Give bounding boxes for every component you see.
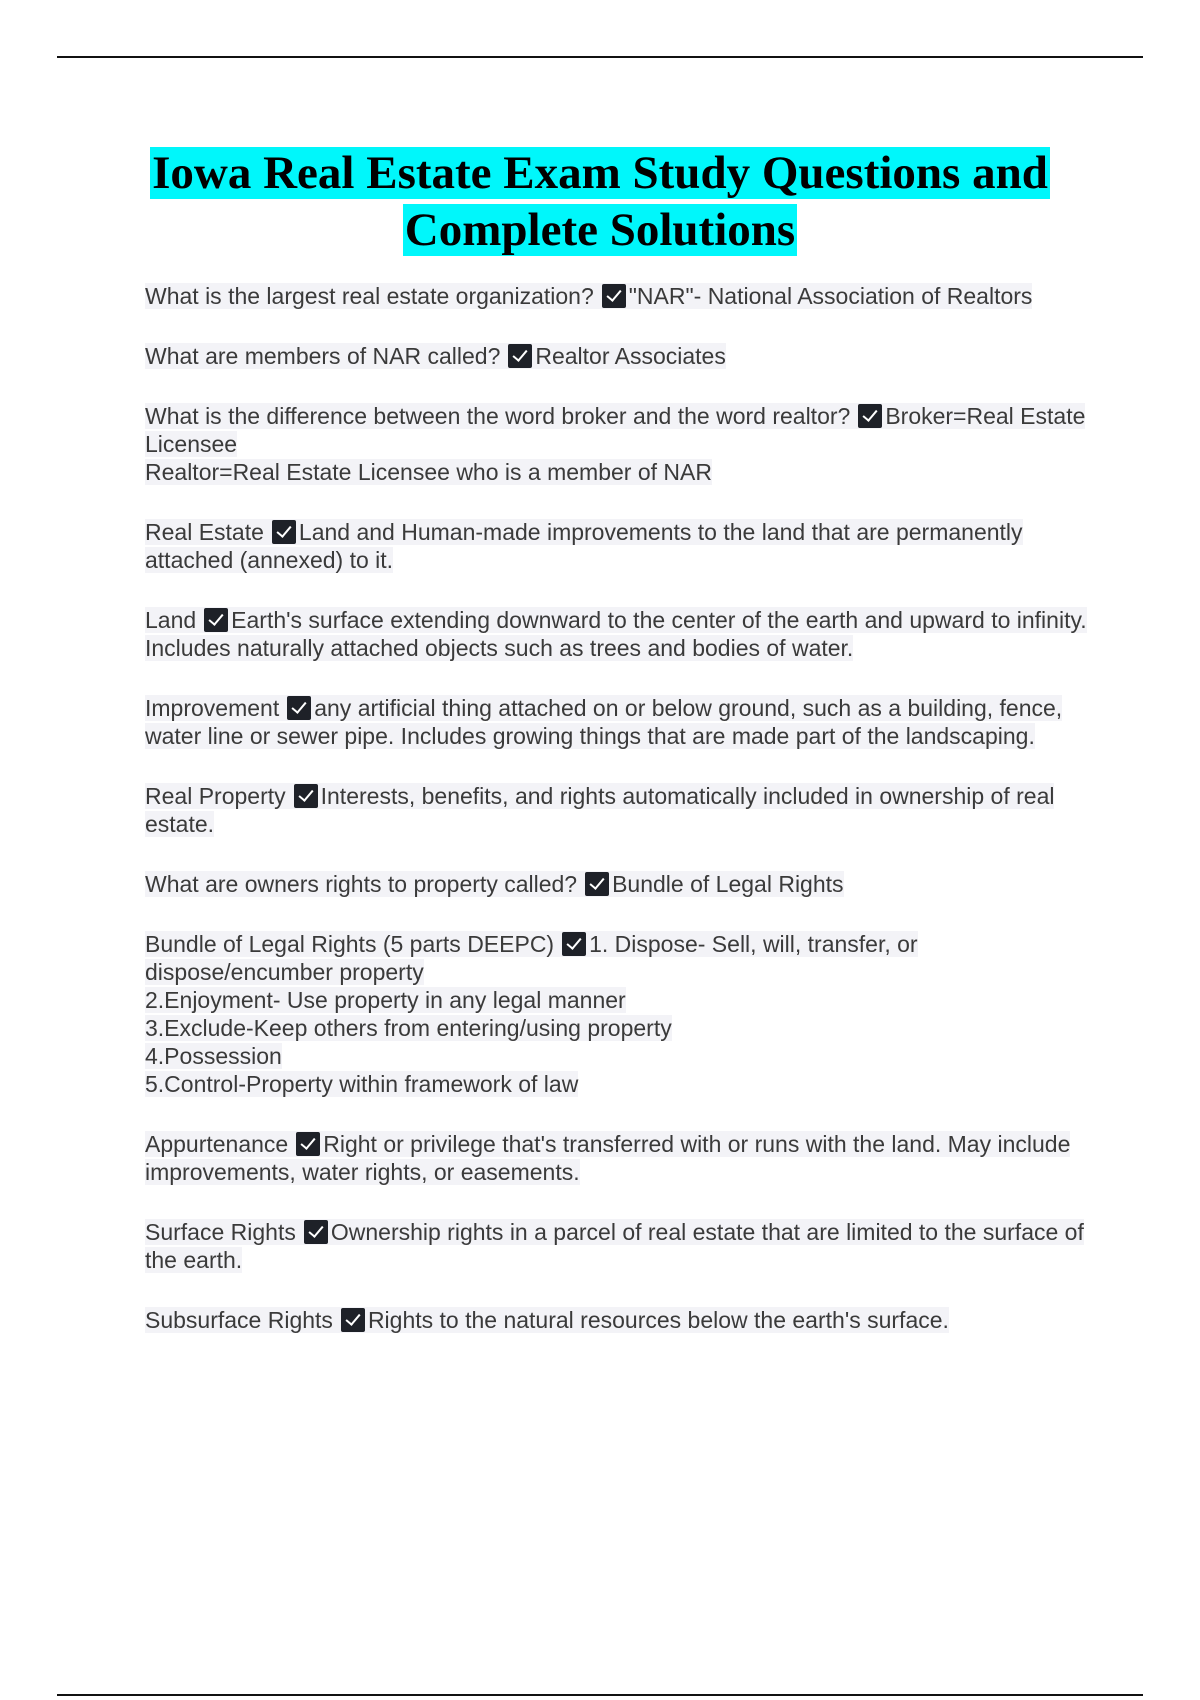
bottom-rule <box>57 1694 1143 1696</box>
qa-item <box>145 402 1095 486</box>
checkmark-icon <box>562 932 586 956</box>
answer: Interests, benefits, and rights automatically included in ownership of real estate. <box>145 783 1055 837</box>
question: Bundle of Legal Rights (5 parts DEEPC) <box>145 931 555 957</box>
checkmark-icon <box>585 872 609 896</box>
checkmark-icon <box>341 1308 365 1332</box>
checkmark-icon <box>858 404 882 428</box>
question: Land <box>145 607 197 633</box>
title-line-1: Iowa Real Estate Exam Study Questions and <box>152 147 1048 199</box>
question: What are owners rights to property called? <box>145 871 578 897</box>
checkmark-icon <box>294 784 318 808</box>
qa-item <box>145 606 1095 662</box>
qa-item <box>145 930 1095 1098</box>
checkmark-icon <box>602 284 626 308</box>
qa-item <box>145 282 1095 310</box>
question: Real Property <box>145 783 286 809</box>
answer: Rights to the natural resources below the earth's surface. <box>367 1307 949 1333</box>
qa-item <box>145 782 1095 838</box>
qa-item <box>145 1306 1095 1334</box>
qa-list <box>145 282 1095 1366</box>
question: What is the difference between the word broker and the word realtor? <box>145 403 851 429</box>
answer: Right or privilege that's transferred with or runs with the land. May include improvements, water rights, or easements. <box>145 1131 1071 1185</box>
answer: any artificial thing attached on or below ground, such as a building, fence, water line or sewer pipe. Includes growing things that are made part of the landscaping. <box>145 695 1063 749</box>
qa-item <box>145 694 1095 750</box>
answer: Land and Human-made improvements to the land that are permanently attached (annexed) to it. <box>145 519 1023 573</box>
answer: Bundle of Legal Rights <box>612 871 844 897</box>
title-line-2: Complete Solutions <box>404 204 796 256</box>
top-rule <box>57 56 1143 58</box>
checkmark-icon <box>296 1132 320 1156</box>
qa-item <box>145 518 1095 574</box>
checkmark-icon <box>287 696 311 720</box>
answer: Earth's surface extending downward to the center of the earth and upward to infinity. Includes naturally attached objects such as trees and bodies of water. <box>145 607 1087 661</box>
qa-item <box>145 1218 1095 1274</box>
question: Improvement <box>145 695 280 721</box>
answer: "NAR"- National Association of Realtors <box>628 283 1033 309</box>
qa-item <box>145 1130 1095 1186</box>
question: What is the largest real estate organization? <box>145 283 594 309</box>
question: Subsurface Rights <box>145 1307 333 1333</box>
qa-item <box>145 342 1095 370</box>
checkmark-icon <box>508 344 532 368</box>
question: Appurtenance <box>145 1131 289 1157</box>
answer: Ownership rights in a parcel of real estate that are limited to the surface of the earth. <box>145 1219 1084 1273</box>
qa-item <box>145 870 1095 898</box>
page-title <box>100 145 1100 259</box>
checkmark-icon <box>304 1220 328 1244</box>
question: What are members of NAR called? <box>145 343 501 369</box>
answer: Broker=Real Estate Licensee Realtor=Real Estate Licensee who is a member of NAR <box>145 403 1086 485</box>
question: Real Estate <box>145 519 264 545</box>
checkmark-icon <box>272 520 296 544</box>
answer: Realtor Associates <box>535 343 726 369</box>
answer: 1. Dispose- Sell, will, transfer, or dispose/encumber property 2.Enjoyment- Use property in any legal manner 3.Exclude-Keep others from entering/using property 4.Possession 5.Control-Property within framework of law <box>145 931 918 1097</box>
question: Surface Rights <box>145 1219 296 1245</box>
checkmark-icon <box>204 608 228 632</box>
